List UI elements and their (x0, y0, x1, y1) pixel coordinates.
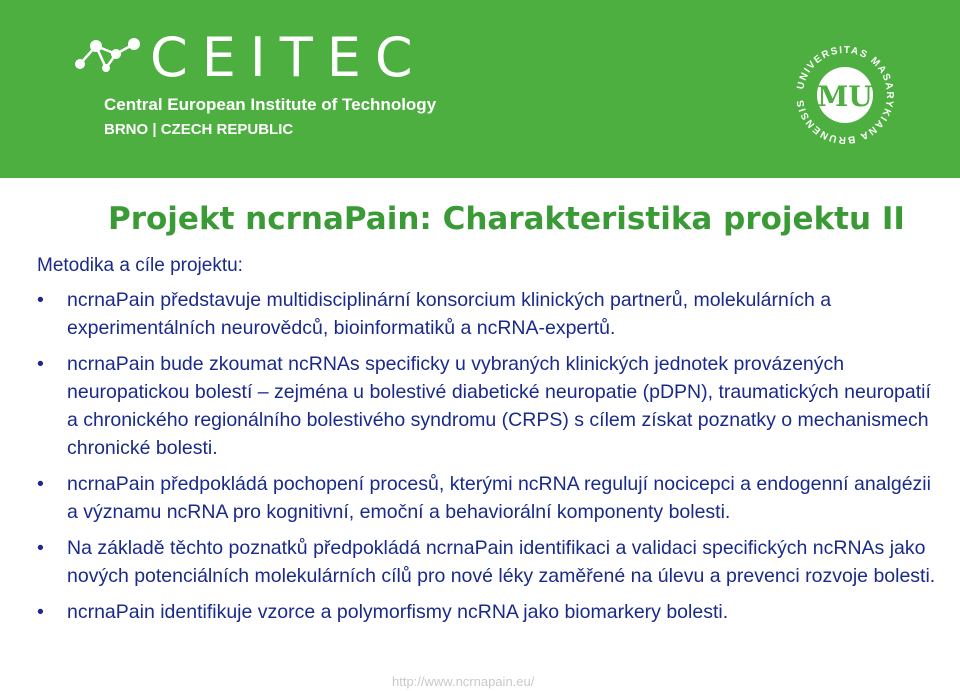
bullet-dot-icon: • (37, 537, 44, 559)
bullet-text: ncrnaPain identifikuje vzorce a polymorfismy ncRNA jako biomarkery bolesti. (67, 601, 729, 623)
bullet-text: Na základě těchto poznatků předpokládá ncrnaPain identifikaci a validaci specifických ncRNAs jako nových potenciálních molekulárních cílů pro nové léky zaměřené na úlevu a prevenci rozvoje bolesti. (67, 537, 936, 587)
bullet-dot-icon: • (37, 353, 44, 375)
bullet-item (37, 470, 937, 526)
molecule-logo-icon (72, 36, 144, 76)
bullet-item (37, 534, 937, 590)
bullet-item (37, 350, 937, 462)
ceitec-logo: CEITEC (150, 26, 427, 89)
bullet-text: ncrnaPain představuje multidisciplinární konsorcium klinických partnerů, molekulárních a experimentálních neurovědců, bioinformatiků a ncRNA-expertů. (67, 289, 832, 339)
institute-location: BRNO | CZECH REPUBLIC (104, 121, 294, 138)
university-seal-icon (790, 40, 900, 150)
footer-url-link[interactable]: http://www.ncrnapain.eu/ (392, 674, 535, 689)
svg-text:UNIVERSITAS MASARYKIANA BRUNEN: UNIVERSITAS MASARYKIANA BRUNENSIS (795, 44, 896, 146)
bullet-dot-icon: • (37, 289, 44, 311)
bullet-text: ncrnaPain bude zkoumat ncRNAs specificky u vybraných klinických jednotek provázených neuropatickou bolestí – zejména u bolestivé diabetické neuropatie (pDPN), traumatických neuropatií a chronického regionálního bolestivého syndromu (CRPS) s cílem získat poznatky o mechanismech chronické bolesti. (67, 353, 931, 459)
bullet-item (37, 598, 937, 626)
bullet-dot-icon: • (37, 601, 44, 623)
bullet-item (37, 286, 937, 342)
svg-text:MU: MU (817, 80, 873, 113)
header-banner (0, 0, 960, 178)
institute-name: Central European Institute of Technology (104, 95, 437, 114)
bullet-dot-icon: • (37, 473, 44, 495)
slide-subtitle: Metodika a cíle projektu: (37, 255, 243, 276)
bullet-list (37, 286, 937, 634)
bullet-text: ncrnaPain předpokládá pochopení procesů, kterými ncRNA regulují nocicepci a endogenní analgézii a významu ncRNA pro kognitivní, emoční a behaviorální komponenty bolesti. (67, 473, 931, 523)
slide-title: Projekt ncrnaPain: Charakteristika projektu II (108, 201, 905, 237)
